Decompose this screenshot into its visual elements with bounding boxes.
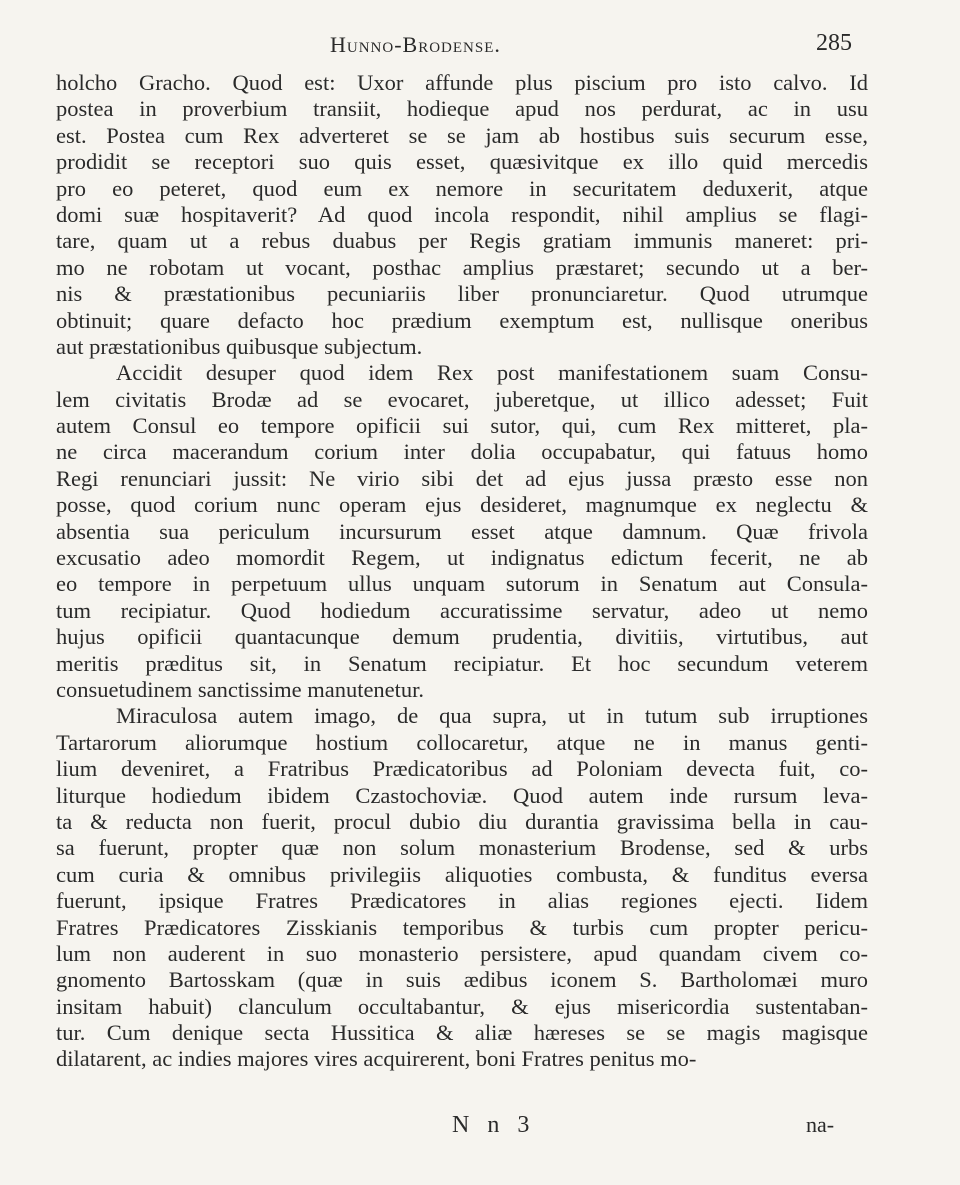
text-line: fuerunt, ipsique Fratres Prædicatores in alias regiones ejecti. Iidem (56, 888, 868, 914)
text-line: insitam habuit) clanculum occultabantur, & ejus misericordia sustentaban- (56, 993, 868, 1019)
catchword: na- (806, 1112, 835, 1137)
page-footer (0, 1112, 960, 1152)
text-line: gnomento Bartosskam (quæ in suis ædibus iconem S. Bartholomæi muro (56, 967, 868, 993)
signature-mark: N n 3 (452, 1112, 536, 1138)
page-number: 285 (816, 30, 852, 56)
text-line: aut præstationibus quibusque subjectum. (56, 333, 423, 359)
text-line: lium deveniret, a Fratribus Prædicatoribus ad Poloniam devecta fuit, co- (56, 756, 868, 782)
text-line: lem civitatis Brodæ ad se evocaret, juberetque, ut illico adesset; Fuit (56, 386, 868, 412)
running-head (0, 28, 960, 64)
text-line: tare, quam ut a rebus duabus per Regis gratiam immunis maneret: pri- (56, 228, 868, 254)
text-line: est. Postea cum Rex adverteret se se jam ab hostibus suis securum esse, (56, 122, 868, 148)
text-line: excusatio adeo momordit Regem, ut indignatus edictum fecerit, ne ab (56, 545, 868, 571)
text-line: absentia sua periculum incursurum esset atque damnum. Quæ frivola (56, 518, 868, 544)
text-line: postea in proverbium transiit, hodieque apud nos perdurat, ac in usu (56, 96, 868, 122)
text-line: holcho Gracho. Quod est: Uxor affunde plus piscium pro isto calvo. Id (56, 70, 868, 95)
text-line: ta & reducta non fuerit, procul dubio diu durantia gravissima bella in cau- (56, 808, 868, 834)
text-line: sa fuerunt, propter quæ non solum monasterium Brodense, sed & urbs (56, 835, 868, 861)
text-line: meritis præditus sit, in Senatum recipiatur. Et hoc secundum veterem (56, 650, 868, 676)
text-line: consuetudinem sanctissime manutenetur. (56, 676, 425, 702)
text-line: tur. Cum denique secta Hussitica & aliæ hæreses se se magis magisque (56, 1020, 868, 1046)
text-line: domi suæ hospitaverit? Ad quod incola respondit, nihil amplius se flagi- (56, 201, 868, 227)
text-line: cum curia & omnibus privilegiis aliquoties combusta, & funditus eversa (56, 861, 868, 887)
text-line: eo tempore in perpetuum ullus unquam sutorum in Senatum aut Consula- (56, 571, 868, 597)
text-line: Tartarorum aliorumque hostium collocaretur, atque ne in manus genti- (56, 729, 868, 755)
text-line: ne circa macerandum corium inter dolia occupabatur, qui fatuus homo (56, 439, 868, 465)
text-line: nis & præstationibus pecuniariis liber pronunciaretur. Quod utrumque (56, 281, 868, 307)
text-line: lum non auderent in suo monasterio persistere, apud quandam civem co- (56, 940, 868, 966)
text-line: prodidit se receptori suo quis esset, quæsivitque ex illo quid mercedis (56, 149, 868, 175)
text-line: pro eo peteret, quod eum ex nemore in securitatem deduxerit, atque (56, 175, 868, 201)
body-text (56, 70, 868, 1073)
text-line: mo ne robotam ut vocant, posthac amplius præstaret; secundo ut a ber- (56, 254, 868, 280)
text-line: hujus opificii quantacunque demum prudentia, divitiis, virtutibus, aut (56, 624, 868, 650)
text-line: Miraculosa autem imago, de qua supra, ut in tutum sub irruptiones (116, 703, 868, 729)
text-line: autem Consul eo tempore opificii sui sutor, qui, cum Rex mitteret, pla- (56, 413, 868, 439)
text-line: dilatarent, ac indies majores vires acquirerent, boni Fratres penitus mo- (56, 1046, 697, 1072)
text-line: posse, quod corium nunc operam ejus desideret, magnumque ex neglectu & (56, 492, 868, 518)
text-line: tum recipiatur. Quod hodiedum accuratissime servatur, adeo ut nemo (56, 597, 868, 623)
text-line: obtinuit; quare defacto hoc prædium exemptum est, nullisque oneribus (56, 307, 868, 333)
text-line: liturque hodiedum ibidem Czastochoviæ. Quod autem inde rursum leva- (56, 782, 868, 808)
text-line: Fratres Prædicatores Zisskianis temporibus & turbis cum propter pericu- (56, 914, 868, 940)
text-line: Accidit desuper quod idem Rex post manifestationem suam Consu- (116, 360, 868, 386)
running-title: Hunno-Brodense. (330, 32, 501, 57)
text-line: Regi renunciari jussit: Ne virio sibi det ad ejus jussa præsto esse non (56, 465, 868, 491)
